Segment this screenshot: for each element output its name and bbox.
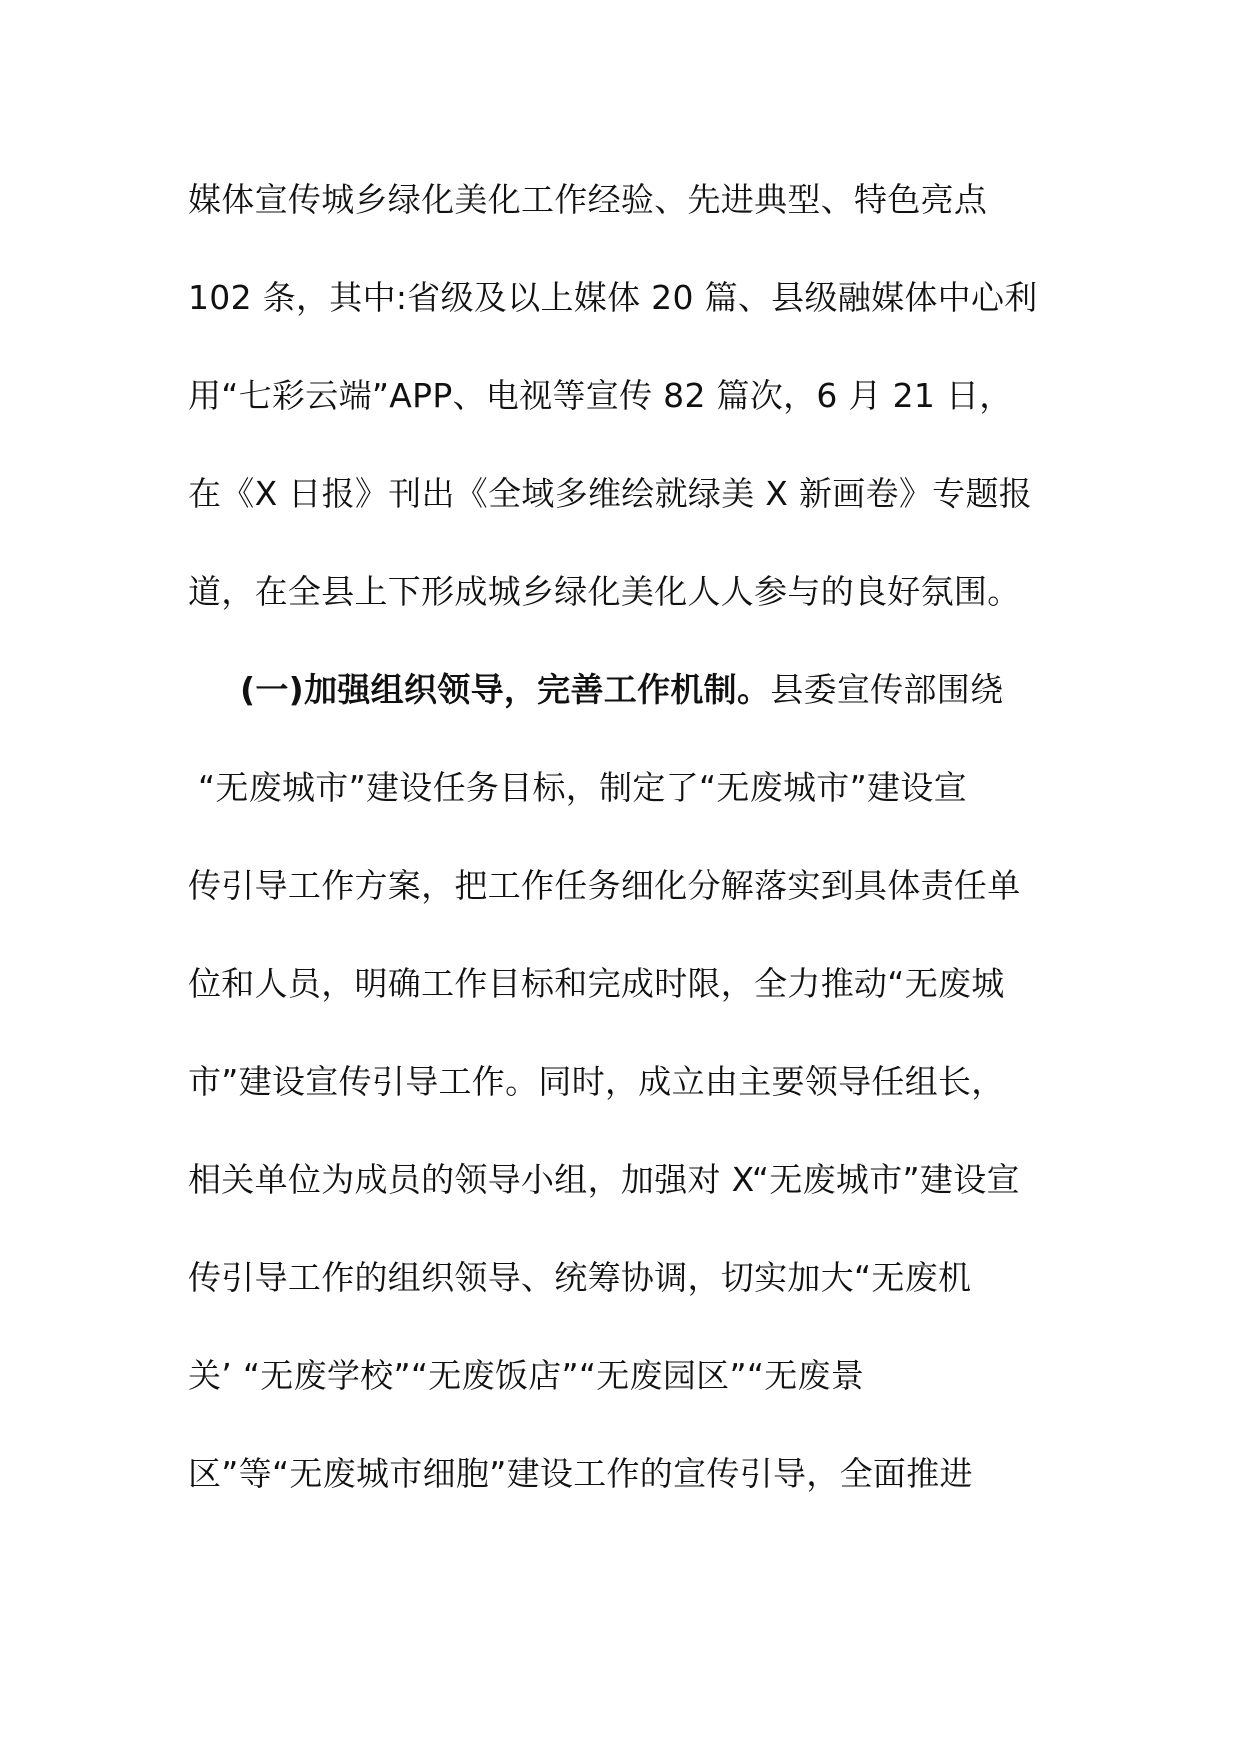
paragraph-line: 传引导工作方案，把工作任务细化分解落实到具体责任单 xyxy=(188,866,1021,905)
paragraph-line: 相关单位为成员的领导小组，加强对 X“无废城市”建设宣 xyxy=(188,1160,1020,1199)
paragraph-line: 用“七彩云端”APP、电视等宣传 82 篇次，6 月 21 日， xyxy=(188,376,1013,415)
paragraph-line: 关’ “无废学校”“无废饭店”“无废园区”“无废景 xyxy=(188,1356,865,1395)
paragraph-line: 位和人员，明确工作目标和完成时限，全力推动“无废城 xyxy=(188,964,1005,1003)
paragraph-line: 媒体宣传城乡绿化美化工作经验、先进典型、特色亮点 xyxy=(188,180,988,219)
paragraph-line: 道，在全县上下形成城乡绿化美化人人参与的良好氛围。 xyxy=(188,572,1021,611)
section-heading: (一)加强组织领导，完善工作机制。 xyxy=(240,670,771,709)
section-first-line xyxy=(240,670,1070,710)
paragraph-line: 传引导工作的组织领导、统筹协调，切实加大“无废机 xyxy=(188,1258,972,1297)
paragraph-line: “无废城市”建设任务目标，制定了“无废城市”建设宣 xyxy=(198,768,967,807)
paragraph-line: 区”等“无废城市细胞”建设工作的宣传引导，全面推进 xyxy=(188,1454,973,1493)
section-heading-continuation: 县委宣传部围绕 xyxy=(770,670,1004,709)
paragraph-line: 在《X 日报》刊出《全域多维绘就绿美 X 新画卷》专题报 xyxy=(188,474,1033,513)
paragraph-line: 市”建设宣传引导工作。同时，成立由主要领导任组长， xyxy=(188,1062,1005,1101)
paragraph-line: 102 条，其中:省级及以上媒体 20 篇、县级融媒体中心利 xyxy=(188,278,1038,317)
